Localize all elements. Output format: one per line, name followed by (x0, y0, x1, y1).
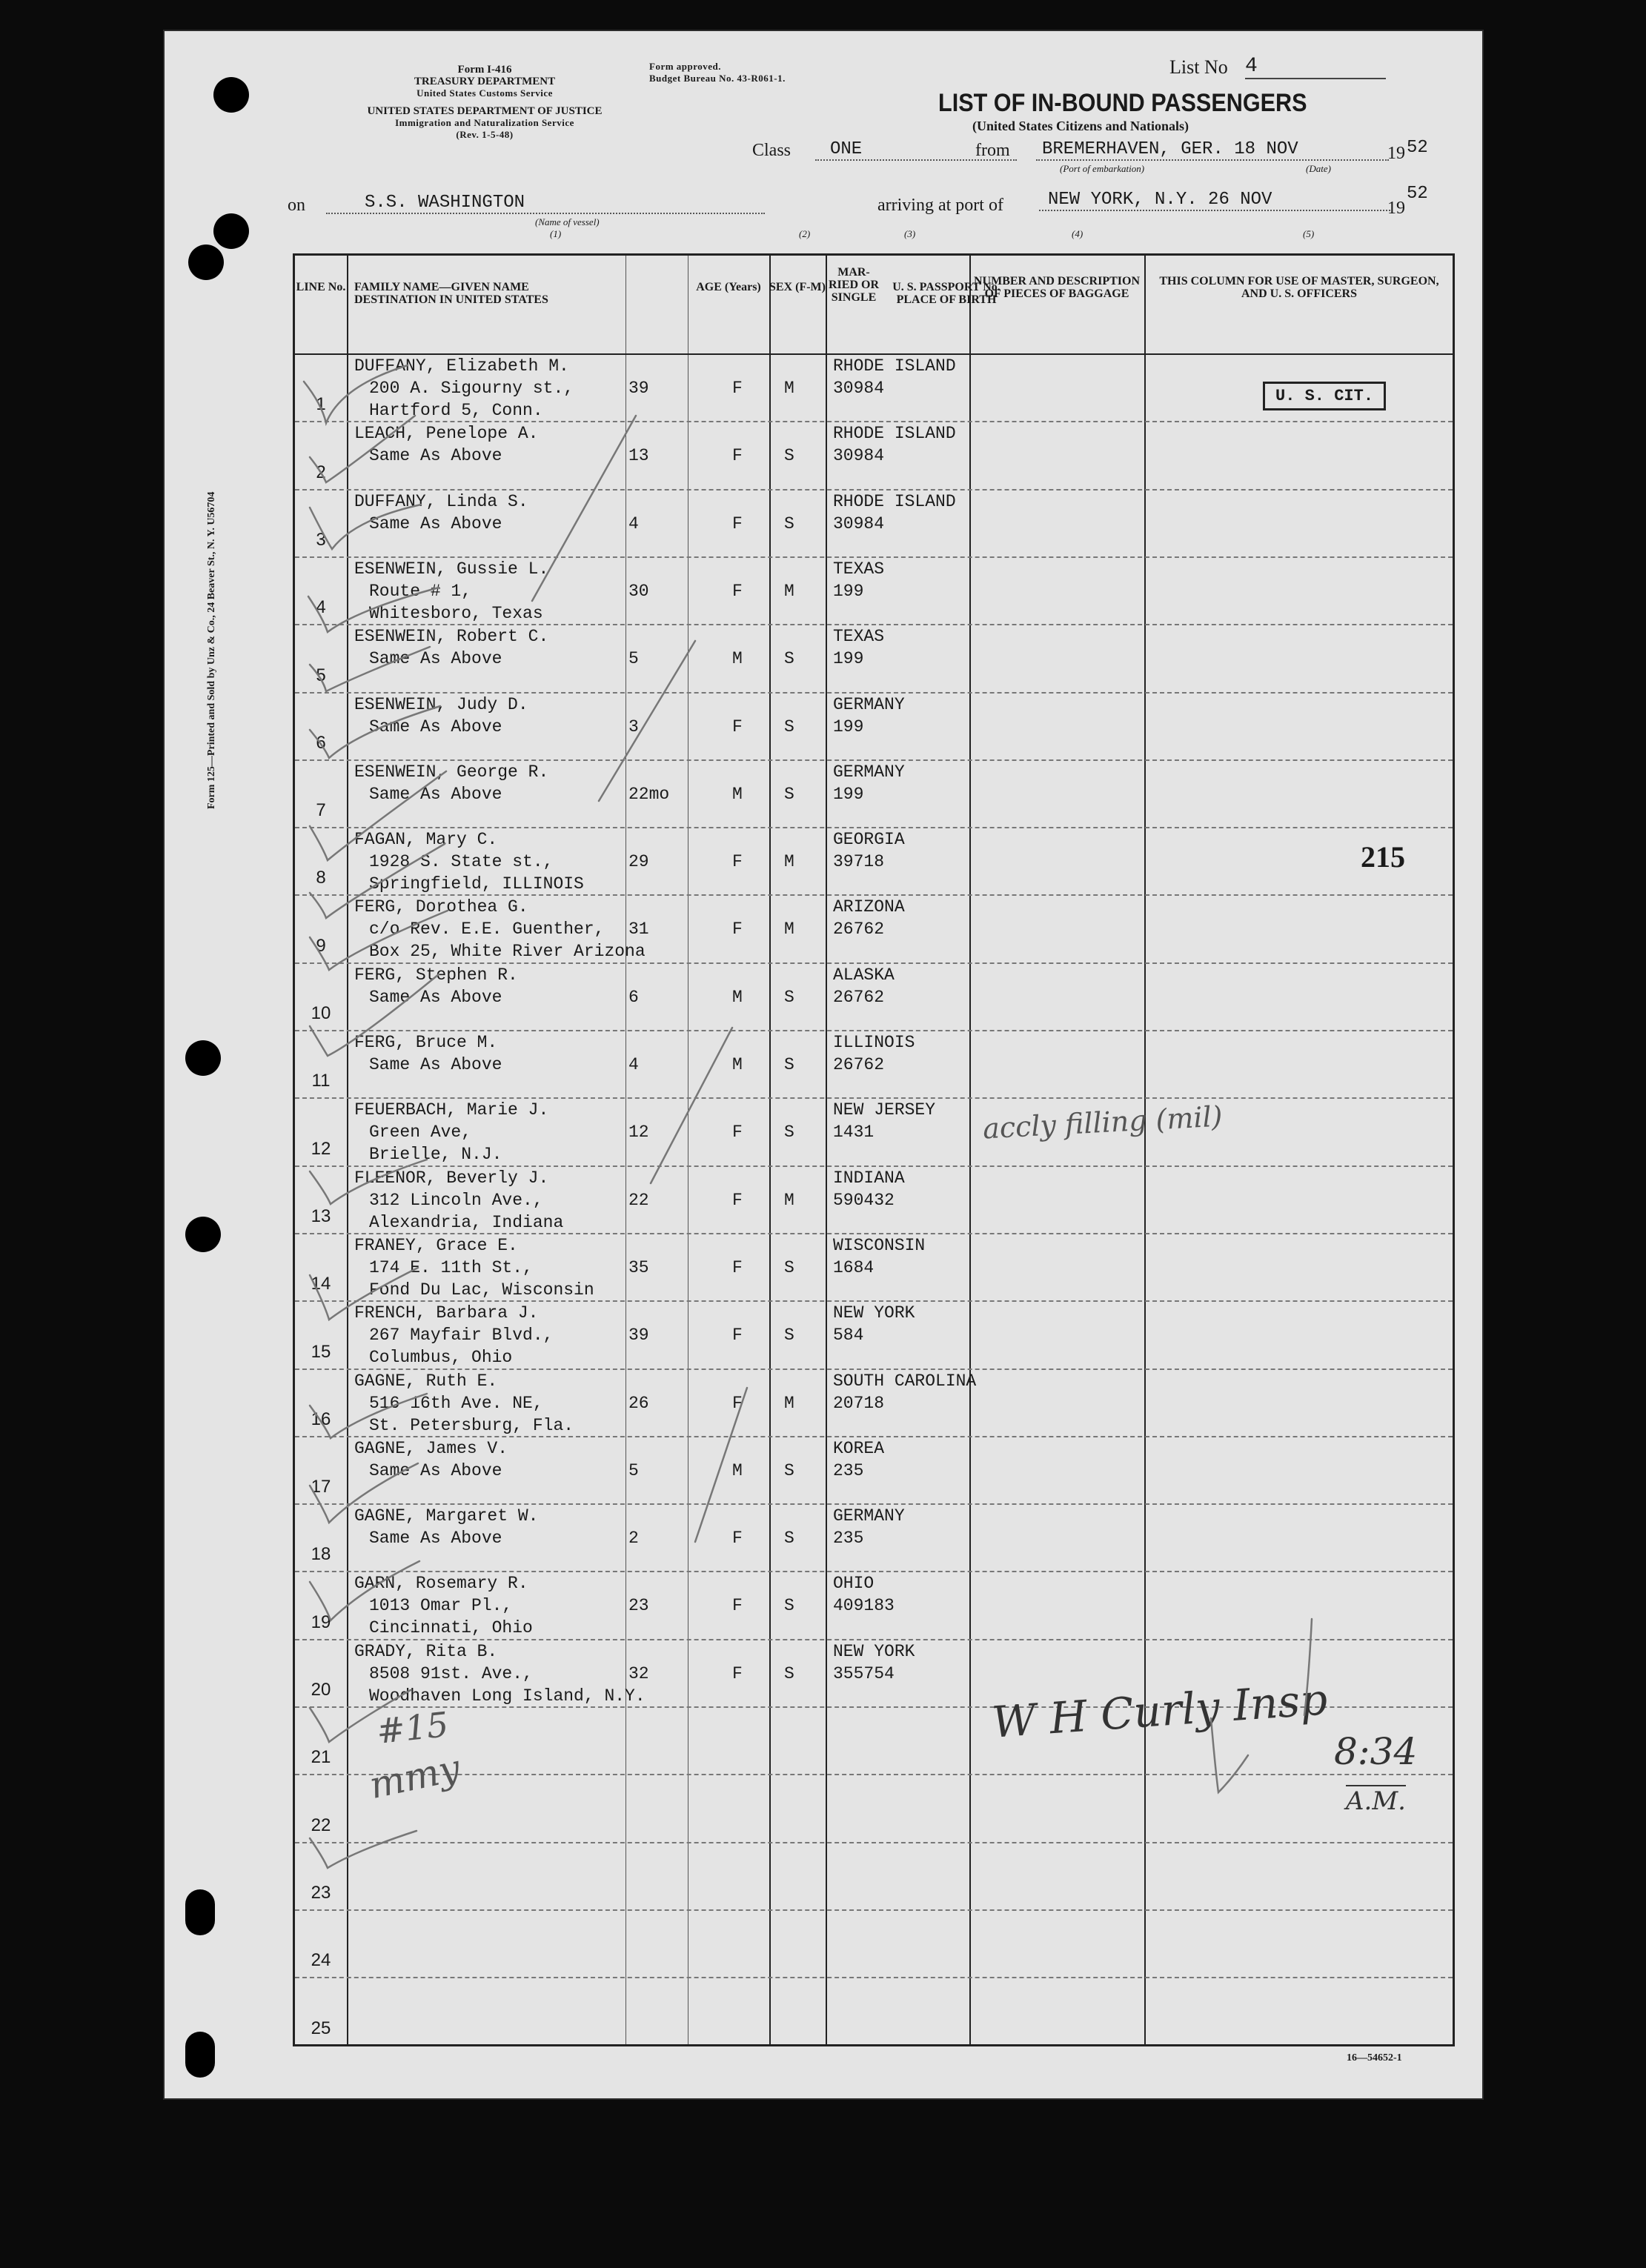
passenger-passport-no: 235 (833, 1529, 864, 1549)
passenger-marital-status: S (784, 987, 794, 1007)
from-value: BREMERHAVEN, GER. 18 NOV (1036, 139, 1389, 161)
col-num-5: (5) (1303, 228, 1315, 239)
passenger-birthplace: NEW JERSEY (833, 1100, 936, 1120)
passenger-address: 200 A. Sigourny st., (369, 379, 574, 398)
passenger-address: 8508 91st. Ave., (369, 1663, 533, 1683)
passenger-birthplace: ARIZONA (833, 897, 905, 917)
passenger-sex: F (732, 1326, 743, 1346)
passenger-birthplace: RHODE ISLAND (833, 424, 956, 444)
passenger-passport-no: 199 (833, 784, 864, 804)
arrival-time-note: 8:34 (1334, 1730, 1418, 1773)
passenger-name: DUFFANY, Linda S. (354, 491, 528, 511)
passenger-birthplace: GEORGIA (833, 830, 905, 850)
us-citizen-stamp: U. S. CIT. (1263, 382, 1386, 410)
passenger-marital-status: S (784, 1529, 794, 1549)
passenger-address-2: Fond Du Lac, Wisconsin (369, 1280, 594, 1300)
col-num-2: (2) (799, 228, 811, 239)
passenger-age: 4 (628, 513, 639, 533)
form-approved: Form approved. (649, 61, 722, 72)
passenger-address: 516 16th Ave. NE, (369, 1393, 543, 1413)
page-number: 215 (1361, 840, 1405, 874)
passenger-name: ESENWEIN, Robert C. (354, 627, 549, 647)
passenger-age: 5 (628, 1460, 639, 1480)
binder-hole (185, 2032, 215, 2078)
margin-note-number: #15 (374, 1704, 451, 1752)
passenger-passport-no: 26762 (833, 1055, 885, 1074)
passenger-name: ESENWEIN, Gussie L. (354, 559, 549, 579)
binder-hole (213, 77, 249, 113)
passenger-passport-no: 1431 (833, 1123, 875, 1143)
passenger-marital-status: S (784, 716, 794, 736)
passenger-passport-no: 26762 (833, 987, 885, 1007)
passenger-sex: F (732, 1529, 743, 1549)
line-number: 13 (311, 1206, 331, 1226)
line-number: 9 (316, 935, 326, 956)
line-number: 19 (311, 1612, 331, 1632)
class-label: Class (752, 141, 792, 160)
line-number: 18 (311, 1544, 331, 1565)
line-number: 3 (316, 529, 326, 550)
binder-hole (185, 1040, 221, 1076)
passenger-age: 31 (628, 919, 649, 940)
passenger-address-2: Box 25, White River Arizona (369, 942, 646, 962)
col-num-3: (3) (904, 228, 916, 239)
line-number: 17 (311, 1477, 331, 1497)
header-line-no: LINE No. (296, 281, 346, 293)
passenger-passport-no: 355754 (833, 1663, 895, 1683)
passenger-address-2: Whitesboro, Texas (369, 603, 543, 623)
passenger-address: Same As Above (369, 446, 502, 466)
passenger-name: LEACH, Penelope A. (354, 424, 539, 444)
passenger-address: 312 Lincoln Ave., (369, 1190, 543, 1210)
passenger-birthplace: WISCONSIN (833, 1235, 926, 1255)
passenger-sex: F (732, 581, 743, 601)
passenger-name: FERG, Dorothea G. (354, 897, 528, 917)
passenger-marital-status: S (784, 1460, 794, 1480)
passenger-sex: F (732, 1190, 743, 1210)
passenger-birthplace: GERMANY (833, 694, 905, 714)
line-number: 16 (311, 1409, 331, 1429)
passenger-sex: M (732, 1055, 743, 1074)
year-prefix-2: 19 (1387, 199, 1405, 218)
passenger-birthplace: TEXAS (833, 627, 885, 647)
passenger-passport-no: 409183 (833, 1596, 895, 1616)
passenger-passport-no: 30984 (833, 446, 885, 466)
passenger-marital-status: S (784, 1663, 794, 1683)
passenger-address-2: Springfield, ILLINOIS (369, 874, 584, 894)
page-subtitle: (United States Citizens and Nationals) (972, 119, 1189, 133)
passenger-birthplace: SOUTH CAROLINA (833, 1371, 977, 1391)
passenger-name: GAGNE, Margaret W. (354, 1506, 539, 1526)
passenger-birthplace: OHIO (833, 1574, 875, 1594)
passenger-address: 267 Mayfair Blvd., (369, 1326, 554, 1346)
passenger-address: 174 E. 11th St., (369, 1257, 533, 1277)
line-number: 11 (311, 1071, 331, 1091)
passenger-birthplace: RHODE ISLAND (833, 356, 956, 376)
passenger-age: 30 (628, 581, 649, 601)
line-number: 12 (311, 1138, 331, 1159)
budget-bureau: Budget Bureau No. 43-R061-1. (649, 73, 786, 84)
passenger-marital-status: S (784, 1123, 794, 1143)
passenger-marital-status: S (784, 784, 794, 804)
passenger-birthplace: NEW YORK (833, 1303, 915, 1323)
passenger-address: Same As Above (369, 784, 502, 804)
line-number: 14 (311, 1274, 331, 1294)
passenger-sex: F (732, 1257, 743, 1277)
col-num-4: (4) (1072, 228, 1083, 239)
passenger-marital-status: S (784, 446, 794, 466)
passenger-birthplace: NEW YORK (833, 1641, 915, 1661)
customs-service: United States Customs Service (417, 87, 553, 99)
passenger-age: 22 (628, 1190, 649, 1210)
line-number: 1 (316, 394, 326, 415)
passenger-marital-status: S (784, 1257, 794, 1277)
header-age: AGE (Years) (696, 281, 761, 293)
passenger-passport-no: 30984 (833, 379, 885, 398)
passenger-age: 23 (628, 1596, 649, 1616)
passenger-age: 39 (628, 1326, 649, 1346)
on-label: on (288, 196, 305, 215)
immigration-service: Immigration and Naturalization Service (395, 117, 574, 128)
header-baggage: NUMBER AND DESCRIPTION OF PIECES OF BAGGAGE (973, 275, 1141, 300)
passenger-age: 6 (628, 987, 639, 1007)
passenger-name: GAGNE, James V. (354, 1438, 508, 1458)
arrival-value: NEW YORK, N.Y. 26 NOV (1039, 190, 1390, 211)
passenger-passport-no: 20718 (833, 1393, 885, 1413)
line-number: 25 (311, 2018, 331, 2038)
passenger-address: 1013 Omar Pl., (369, 1596, 513, 1616)
passenger-marital-status: M (784, 379, 794, 398)
line-number: 2 (316, 462, 326, 482)
passenger-address: Same As Above (369, 649, 502, 669)
passenger-address: Route # 1, (369, 581, 472, 601)
passenger-sex: F (732, 446, 743, 466)
passenger-name: ESENWEIN, George R. (354, 762, 549, 782)
passenger-sex: F (732, 1123, 743, 1143)
passenger-marital-status: S (784, 1596, 794, 1616)
passenger-address: Same As Above (369, 1055, 502, 1074)
passenger-name: GRADY, Rita B. (354, 1641, 498, 1661)
passenger-birthplace: INDIANA (833, 1168, 905, 1188)
passenger-age: 39 (628, 379, 649, 398)
baggage-handwritten-note: accly filling (mil) (982, 1100, 1224, 1145)
passenger-age: 35 (628, 1257, 649, 1277)
passenger-sex: M (732, 649, 743, 669)
passenger-marital-status: S (784, 513, 794, 533)
passenger-sex: F (732, 919, 743, 940)
margin-note-initials: mmy (365, 1746, 464, 1808)
passenger-address-2: Brielle, N.J. (369, 1145, 502, 1165)
passenger-birthplace: GERMANY (833, 762, 905, 782)
passenger-marital-status: M (784, 1190, 794, 1210)
passenger-address: Same As Above (369, 513, 502, 533)
passenger-marital-status: M (784, 581, 794, 601)
header-sex: SEX (F-M) (769, 281, 826, 293)
line-number: 10 (311, 1003, 331, 1023)
line-number: 21 (311, 1747, 331, 1768)
passenger-address-2: Hartford 5, Conn. (369, 401, 543, 420)
passenger-name: FERG, Stephen R. (354, 965, 518, 985)
passenger-sex: F (732, 1663, 743, 1683)
passenger-address: Same As Above (369, 1460, 502, 1480)
header-married: MAR-RIED OR SINGLE (828, 266, 879, 304)
passenger-address-2: St. Petersburg, Fla. (369, 1415, 574, 1435)
line-number: 6 (316, 732, 326, 753)
treasury-department: TREASURY DEPARTMENT (414, 76, 556, 87)
passenger-name: GARN, Rosemary R. (354, 1574, 528, 1594)
passenger-name: FRANEY, Grace E. (354, 1235, 518, 1255)
passenger-passport-no: 584 (833, 1326, 864, 1346)
passenger-name: FEUERBACH, Marie J. (354, 1100, 549, 1120)
passenger-age: 22mo (628, 784, 670, 804)
year-prefix: 19 (1387, 144, 1405, 163)
passenger-birthplace: ILLINOIS (833, 1033, 915, 1052)
header-name: FAMILY NAME—GIVEN NAME DESTINATION IN UNITED STATES (354, 281, 548, 306)
class-value: ONE (815, 139, 1017, 161)
line-number: 15 (311, 1341, 331, 1362)
passenger-birthplace: TEXAS (833, 559, 885, 579)
passenger-sex: M (732, 784, 743, 804)
passenger-marital-status: M (784, 1393, 794, 1413)
passenger-address-2: Woodhaven Long Island, N.Y. (369, 1686, 646, 1706)
passenger-name: FAGAN, Mary C. (354, 830, 498, 850)
passenger-passport-no: 590432 (833, 1190, 895, 1210)
passenger-age: 2 (628, 1529, 639, 1549)
passenger-name: GAGNE, Ruth E. (354, 1371, 498, 1391)
binder-hole (185, 1889, 215, 1935)
passenger-name: FLEENOR, Beverly J. (354, 1168, 549, 1188)
date-caption: (Date) (1306, 163, 1331, 174)
passenger-birthplace: GERMANY (833, 1506, 905, 1526)
form-number: Form I-416 (457, 64, 512, 76)
passenger-age: 29 (628, 852, 649, 872)
passenger-address-2: Columbus, Ohio (369, 1348, 513, 1368)
passenger-sex: M (732, 1460, 743, 1480)
passenger-address: Same As Above (369, 1529, 502, 1549)
port-caption: (Port of embarkation) (1060, 163, 1145, 174)
binder-hole (188, 245, 224, 280)
passenger-age: 26 (628, 1393, 649, 1413)
passenger-marital-status: S (784, 1055, 794, 1074)
line-number: 23 (311, 1882, 331, 1903)
manifest-page (165, 31, 1482, 2098)
passenger-marital-status: M (784, 919, 794, 940)
header-officers: THIS COLUMN FOR USE OF MASTER, SURGEON, AND U. S. OFFICERS (1159, 275, 1439, 300)
passenger-sex: F (732, 379, 743, 398)
line-number: 22 (311, 1815, 331, 1835)
form-revision: (Rev. 1-5-48) (456, 129, 514, 140)
passenger-address-2: Alexandria, Indiana (369, 1212, 564, 1232)
passenger-name: FERG, Bruce M. (354, 1033, 498, 1052)
pencil-check-marks (295, 256, 1453, 2044)
passenger-sex: M (732, 987, 743, 1007)
passenger-sex: F (732, 716, 743, 736)
passenger-passport-no: 39718 (833, 852, 885, 872)
side-printer-credit: Form 125—Printed and Sold by Unz & Co., 24 Beaver St., N. Y. U56704 (206, 491, 217, 809)
arrival-ampm-note: A.M. (1346, 1786, 1406, 1816)
passenger-age: 12 (628, 1123, 649, 1143)
passenger-age: 4 (628, 1055, 639, 1074)
passenger-address: Same As Above (369, 716, 502, 736)
passenger-marital-status: S (784, 1326, 794, 1346)
arriving-label: arriving at port of (877, 196, 1003, 215)
from-label: from (975, 141, 1010, 160)
passenger-birthplace: RHODE ISLAND (833, 491, 956, 511)
passenger-name: DUFFANY, Elizabeth M. (354, 356, 569, 376)
line-number: 4 (316, 597, 326, 618)
line-number: 5 (316, 665, 326, 685)
vessel-caption: (Name of vessel) (535, 216, 600, 227)
passenger-birthplace: ALASKA (833, 965, 895, 985)
page-title: LIST OF IN-BOUND PASSENGERS (938, 89, 1307, 117)
passenger-marital-status: S (784, 649, 794, 669)
passenger-sex: F (732, 513, 743, 533)
vessel-name: S.S. WASHINGTON (326, 193, 765, 214)
passenger-sex: F (732, 1596, 743, 1616)
passenger-passport-no: 26762 (833, 919, 885, 940)
passenger-age: 3 (628, 716, 639, 736)
line-number: 8 (316, 868, 326, 888)
passenger-passport-no: 199 (833, 649, 864, 669)
year-2: 52 (1407, 184, 1428, 204)
list-no-value: 4 (1245, 55, 1386, 79)
header-passport: U. S. PASSPORT No. PLACE OF BIRTH (892, 281, 1000, 306)
passenger-passport-no: 235 (833, 1460, 864, 1480)
col-num-1: (1) (550, 228, 562, 239)
passenger-age: 5 (628, 649, 639, 669)
list-no-label: List No (1169, 56, 1228, 78)
year-1: 52 (1407, 138, 1428, 158)
passenger-passport-no: 199 (833, 581, 864, 601)
passenger-birthplace: KOREA (833, 1438, 885, 1458)
passenger-address: Same As Above (369, 987, 502, 1007)
passenger-sex: F (732, 1393, 743, 1413)
passenger-address: Green Ave, (369, 1123, 472, 1143)
passenger-address: c/o Rev. E.E. Guenther, (369, 919, 605, 940)
inspector-signature: W H Curly Insp (990, 1674, 1330, 1748)
line-number: 20 (311, 1680, 331, 1700)
passenger-passport-no: 199 (833, 716, 864, 736)
passenger-name: ESENWEIN, Judy D. (354, 694, 528, 714)
footer-code: 16—54652-1 (1347, 2052, 1402, 2064)
passenger-address: 1928 S. State st., (369, 852, 554, 872)
passenger-passport-no: 30984 (833, 513, 885, 533)
passenger-name: FRENCH, Barbara J. (354, 1303, 539, 1323)
passenger-age: 13 (628, 446, 649, 466)
passenger-address-2: Cincinnati, Ohio (369, 1618, 533, 1638)
line-number: 7 (316, 800, 326, 821)
passenger-passport-no: 1684 (833, 1257, 875, 1277)
binder-hole (185, 1217, 221, 1252)
passenger-table (293, 253, 1455, 2046)
justice-department: UNITED STATES DEPARTMENT OF JUSTICE (367, 105, 603, 117)
binder-hole (213, 213, 249, 249)
line-number: 24 (311, 1950, 331, 1971)
passenger-age: 32 (628, 1663, 649, 1683)
passenger-sex: F (732, 852, 743, 872)
passenger-marital-status: M (784, 852, 794, 872)
